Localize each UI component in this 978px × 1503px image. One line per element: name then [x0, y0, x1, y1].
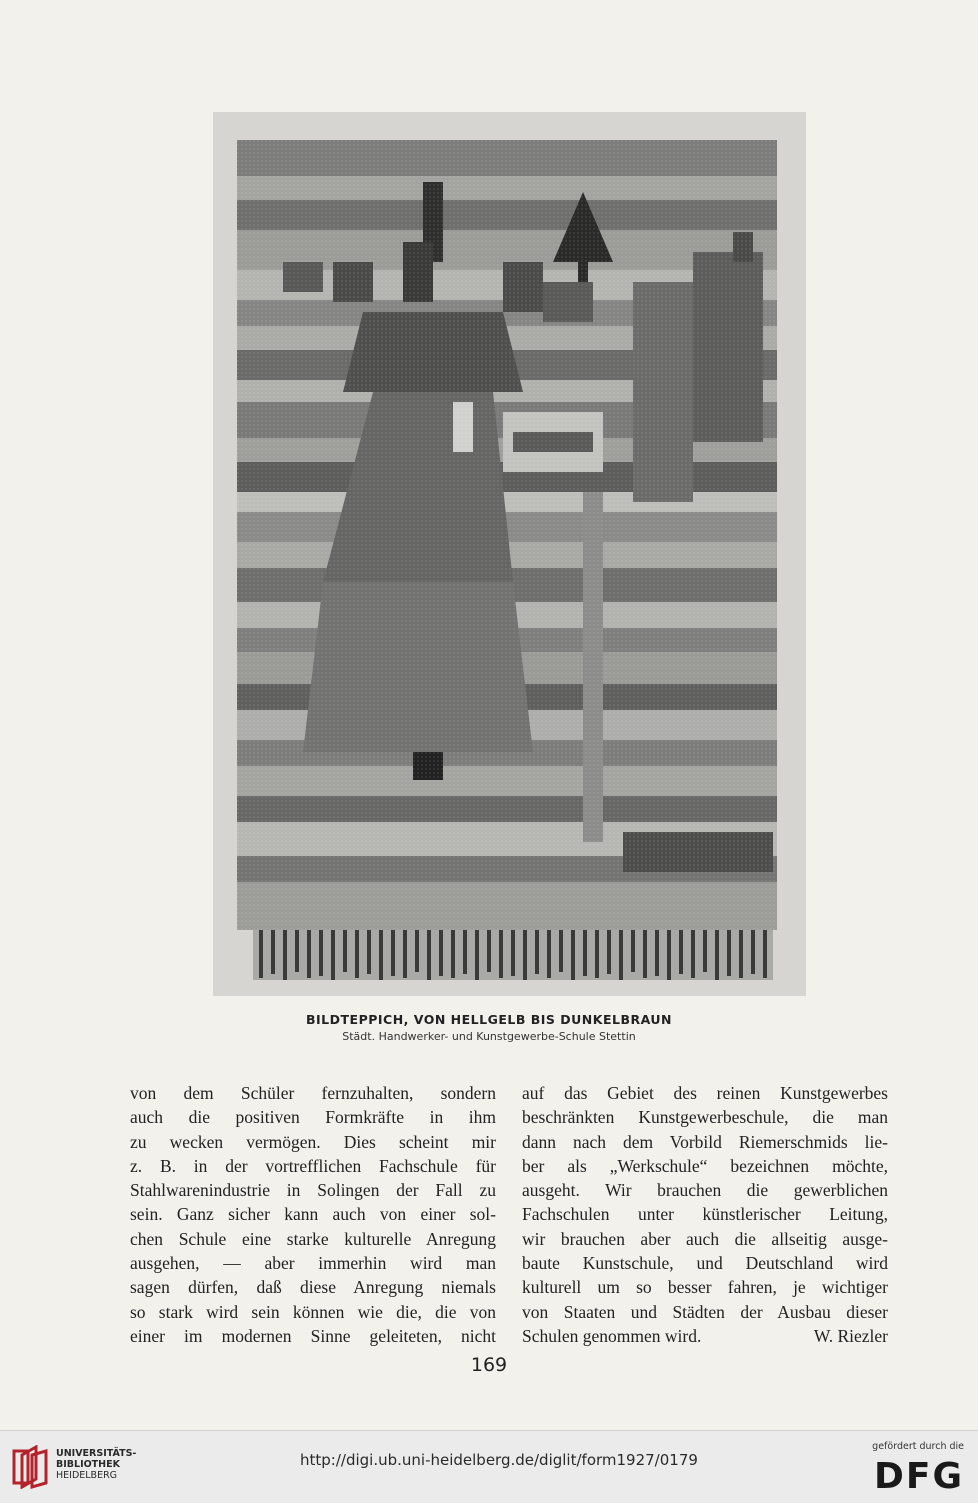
- tapestry-image: [213, 112, 806, 996]
- text-line: wir brauchen aber auch die allseitig ausge-: [522, 1228, 888, 1249]
- text-line: Fachschulen unter künstlerischer Leitung,: [522, 1204, 888, 1225]
- tapestry-fringe: [253, 930, 773, 980]
- text-line: beschränkten Kunstgewerbeschule, die man: [522, 1107, 888, 1128]
- text-line: baute Kunstschule, und Deutschland wird: [522, 1253, 888, 1274]
- right-text-column: [522, 1081, 888, 1348]
- text-line: ausgeht. Wir brauchen die gewerblichen: [522, 1180, 888, 1201]
- text-line: dann nach dem Vorbild Riemerschmids lie-: [522, 1131, 888, 1152]
- text-line: von dem Schüler fernzuhalten, sondern: [130, 1083, 496, 1103]
- closing-line: [522, 1324, 888, 1348]
- page-number: 169: [470, 1354, 508, 1376]
- library-name: [56, 1448, 136, 1481]
- figure-caption-subtitle: Städt. Handwerker- und Kunstgewerbe-Schule Stettin: [342, 1030, 636, 1043]
- text-line: kulturell um so besser fahren, je wichtiger: [522, 1277, 888, 1298]
- funding-note: gefördert durch die: [872, 1441, 964, 1452]
- library-name-line1: UNIVERSITÄTS-: [56, 1448, 137, 1459]
- permalink-url[interactable]: http://digi.ub.uni-heidelberg.de/diglit/form1927/0179: [300, 1451, 698, 1469]
- text-line: auf das Gebiet des reinen Kunstgewerbes: [522, 1083, 888, 1103]
- text-line: so stark wird sein können wie die, die von: [130, 1301, 496, 1322]
- text-line: chen Schule eine starke kulturelle Anregung: [130, 1228, 496, 1249]
- library-name-line3: HEIDELBERG: [56, 1470, 118, 1481]
- left-text-column: [130, 1081, 496, 1348]
- library-name-line2: BIBLIOTHEK: [56, 1459, 120, 1470]
- text-line: z. B. in der vortrefflichen Fachschule für: [130, 1155, 496, 1176]
- tapestry-photograph: [213, 112, 806, 996]
- text-line: einer im modernen Sinne geleiteten, nicht: [130, 1325, 496, 1346]
- author-signature: W. Riezler: [813, 1325, 888, 1346]
- text-line: von Staaten und Städten der Ausbau dieser: [522, 1301, 888, 1322]
- text-line: sagen dürfen, daß diese Anregung niemals: [130, 1277, 496, 1298]
- university-library-logo-icon[interactable]: [10, 1445, 52, 1489]
- text-line: sein. Ganz sicher kann auch von einer sol-: [130, 1204, 496, 1225]
- viewer-footer: [0, 1430, 978, 1503]
- text-line: ber als „Werkschule“ bezeichnen möchte,: [522, 1155, 888, 1176]
- text-line: Stahlwarenindustrie in Solingen der Fall zu: [130, 1180, 496, 1201]
- closing-text: Schulen genommen wird.: [522, 1325, 702, 1346]
- dfg-logo[interactable]: DFG: [873, 1456, 964, 1497]
- text-line: auch die positiven Formkräfte in ihm: [130, 1107, 496, 1128]
- text-line: ausgehen, — aber immerhin wird man: [130, 1253, 496, 1274]
- text-line: zu wecken vermögen. Dies scheint mir: [130, 1131, 496, 1152]
- figure-caption-title: BILDTEPPICH, VON HELLGELB BIS DUNKELBRAUN: [305, 1012, 673, 1027]
